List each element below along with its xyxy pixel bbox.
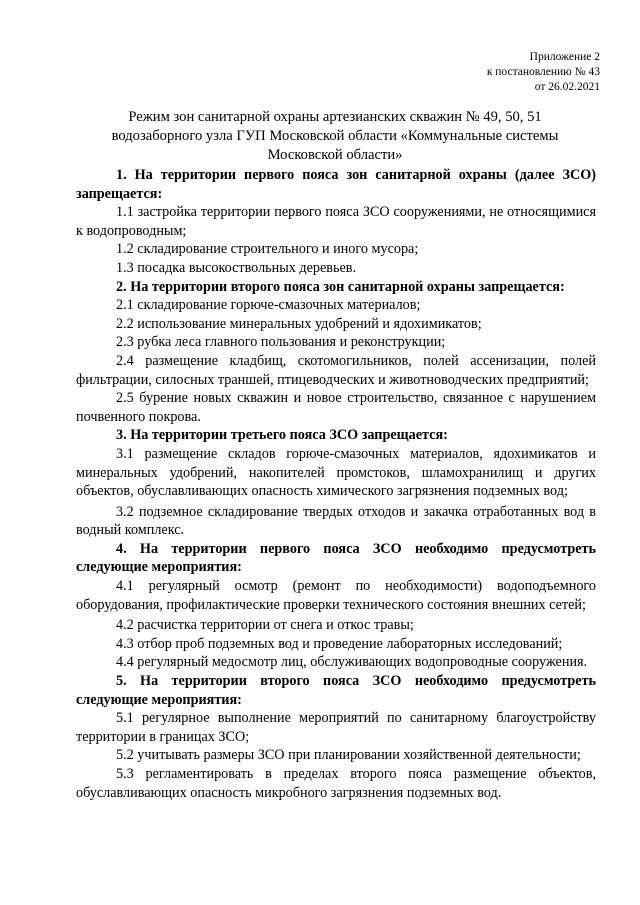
- item-2-3: 2.3 рубка леса главного пользования и реконструкции;: [116, 334, 446, 351]
- item-4-4: 4.4 регулярный медосмотр лиц, обслуживающих водопроводные сооружения.: [116, 654, 588, 671]
- item-4-1: 4.1 регулярный осмотр (ремонт по необходимости) водоподъемного оборудования, профилактические проверки технического состояния внешних сетей;: [76, 578, 596, 613]
- title-line-2: водозаборного узла ГУП Московской области «Коммунальные системы: [111, 128, 559, 144]
- item-4-2: 4.2 расчистка территории от снега и откос травы;: [116, 617, 414, 634]
- appendix-stamp: [487, 50, 600, 95]
- item-1-2: 1.2 складирование строительного и иного мусора;: [116, 241, 419, 258]
- item-2-4: 2.4 размещение кладбищ, скотомогильников, полей ассенизации, полей фильтрации, силосных траншей, птицеводческих и животноводческих предприятий;: [76, 352, 596, 388]
- document-title: [60, 108, 610, 165]
- section-5-heading: 5. На территории второго пояса ЗСО необходимо предусмотреть следующие мероприятия:: [76, 673, 596, 708]
- section-3-heading: 3. На территории третьего пояса ЗСО запрещается:: [116, 427, 448, 444]
- section-4-heading: 4. На территории первого пояса ЗСО необходимо предусмотреть следующие мероприятия:: [76, 540, 596, 576]
- title-line-1: Режим зон санитарной охраны артезианских скважин № 49, 50, 51: [128, 109, 542, 125]
- stamp-line-appendix: Приложение 2: [529, 51, 600, 63]
- document-body: [76, 166, 596, 802]
- section-2-heading: 2. На территории второго пояса зон санитарной охраны запрещается:: [116, 278, 565, 295]
- title-line-3: Московской области»: [267, 147, 403, 163]
- item-3-2: 3.2 подземное складирование твердых отходов и закачка отработанных вод в водный комплекс.: [76, 503, 596, 539]
- item-1-3: 1.3 посадка высокоствольных деревьев.: [116, 259, 357, 276]
- item-2-2: 2.2 использование минеральных удобрений и ядохимикатов;: [116, 315, 482, 332]
- item-2-5: 2.5 бурение новых скважин и новое строительство, связанное с нарушением почвенного покрова.: [76, 390, 596, 425]
- item-4-3: 4.3 отбор проб подземных вод и проведение лабораторных исследований;: [116, 635, 563, 652]
- stamp-line-date: от 26.02.2021: [534, 81, 600, 93]
- stamp-line-resolution: к постановлению № 43: [486, 66, 600, 78]
- item-5-1: 5.1 регулярное выполнение мероприятий по санитарному благоустройству территории в границах ЗСО;: [76, 710, 596, 745]
- section-1-heading: 1. На территории первого пояса зон санитарной охраны (далее ЗСО) запрещается:: [76, 167, 596, 202]
- item-5-3: 5.3 регламентировать в пределах второго пояса размещение объектов, обуславливающих опасность микробного загрязнения подземных вод.: [76, 766, 596, 801]
- item-2-1: 2.1 складирование горюче-смазочных материалов;: [116, 297, 421, 314]
- item-3-1: 3.1 размещение складов горюче-смазочных материалов, ядохимикатов и минеральных удобрений, накопителей промстоков, шламохранилищ и других объектов, обуславливающих опасность химического загрязнения подземных вод;: [76, 445, 596, 500]
- item-5-2: 5.2 учитывать размеры ЗСО при планировании хозяйственной деятельности;: [116, 747, 581, 764]
- item-1-1: 1.1 застройка территории первого пояса ЗСО сооружениями, не относящимися к водопроводным;: [76, 204, 596, 239]
